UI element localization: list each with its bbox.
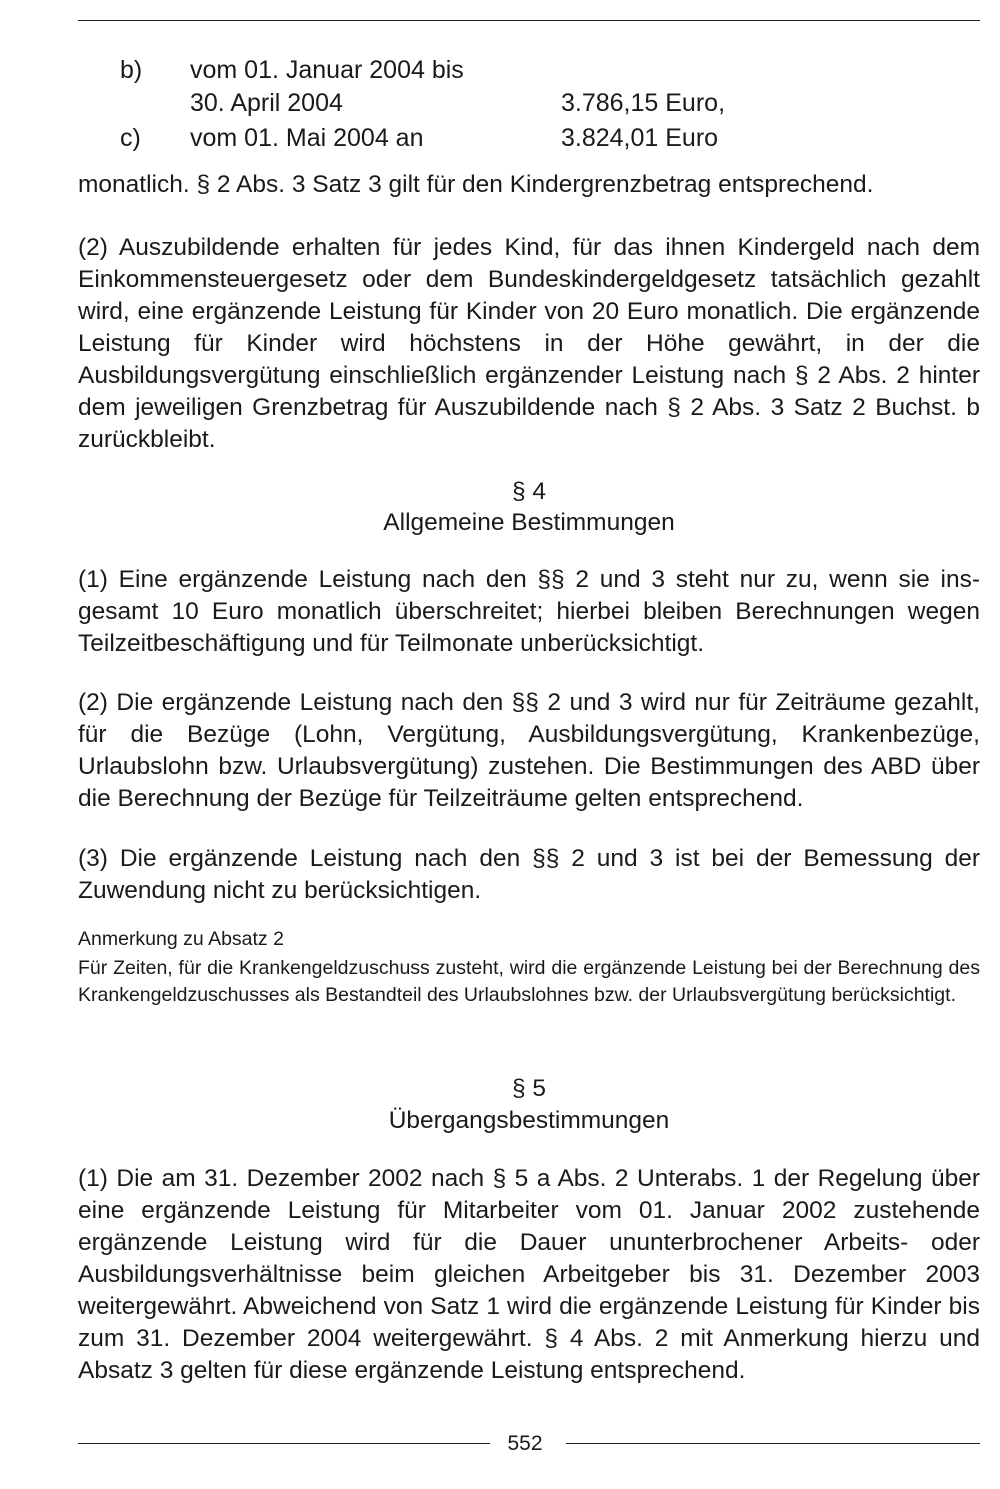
- section4-paragraph-1: (1) Eine ergänzende Leistung nach den §§ 2 und 3 steht nur zu, wenn sie insgesamt 10 Euro monatlich überschreitet; hierbei bleiben Berechnungen wegen Teilzeitbeschäftigung und für Teilmonate unberücksichtigt.: [78, 566, 980, 657]
- list-marker-c: c): [120, 124, 141, 152]
- list-item-c-amount: 3.824,01 Euro: [561, 124, 719, 152]
- list-item-b-line1: vom 01. Januar 2004 bis: [190, 56, 464, 84]
- top-rule: [78, 20, 980, 21]
- note-title: Anmerkung zu Absatz 2: [78, 928, 284, 950]
- list-item-b-line2: 30. April 2004: [190, 89, 343, 117]
- section4-number: § 4: [511, 478, 547, 505]
- section4-title: Allgemeine Bestimmungen: [383, 509, 675, 536]
- note-body: Für Zeiten, für die Krankengeldzuschuss zusteht, wird die ergänzende Leistung bei der Berechnung des Krankengeldzuschusses als Bestandteil des Urlaubslohnes bzw. der Urlaubsvergütung berücksichtigt.: [78, 957, 980, 1006]
- footer-rule-right: [566, 1443, 980, 1444]
- section5-number: § 5: [511, 1075, 547, 1102]
- paragraph-monatlich: monatlich. § 2 Abs. 3 Satz 3 gilt für den Kindergrenzbetrag entsprechend.: [78, 171, 874, 198]
- list-item-b-amount: 3.786,15 Euro,: [561, 89, 726, 117]
- section4-paragraph-2: (2) Die ergänzende Leistung nach den §§ 2 und 3 wird nur für Zeiträume gezahlt, für die Bezüge (Lohn, Vergütung, Ausbildungsvergütung, Krankenbezüge, Urlaubslohn bzw. Urlaubsvergütung) zustehen. Die Bestimmungen des ABD über die Berechnung der Bezüge für Teilzeiträume gelten entsprechend.: [78, 689, 980, 812]
- paragraph-section3-abs2: (2) Auszubildende erhalten für jedes Kind, für das ihnen Kindergeld nach dem Einkommensteuergesetz oder dem Bundeskindergeldgesetz tatsächlich gezahlt wird, eine ergänzende Leistung für Kinder von 20 Euro monatlich. Die ergänzende Leistung für Kinder wird höchstens in der Höhe gewährt, in der die Ausbildungsvergütung einschließlich ergänzender Leistung nach § 2 Abs. 2 hinter dem jeweiligen Grenzbetrag für Auszubildende nach § 2 Abs. 3 Satz 2 Buchst. b zurückbleibt.: [78, 234, 980, 453]
- page-number: 552: [507, 1432, 543, 1455]
- section5-paragraph-1: (1) Die am 31. Dezember 2002 nach § 5 a Abs. 2 Unterabs. 1 der Regelung über eine ergänzende Leistung für Mitarbeiter vom 01. Januar 2002 zustehende ergänzende Leistung wird für die Dauer ununterbrochener Arbeits- oder Ausbildungsverhältnisse beim gleichen Arbeitgeber bis 31. Dezember 2003 weitergewährt. Abweichend von Satz 1 wird die ergänzende Leistung für Kinder bis zum 31. Dezember 2004 weitergewährt. § 4 Abs. 2 mit Anmerkung hierzu und Absatz 3 gelten für diese ergänzende Leistung entsprechend.: [78, 1165, 980, 1384]
- footer-rule-left: [78, 1443, 490, 1444]
- list-marker-b: b): [120, 56, 143, 84]
- list-item-c-line1: vom 01. Mai 2004 an: [190, 124, 424, 152]
- section5-title: Übergangsbestimmungen: [388, 1107, 670, 1134]
- section4-paragraph-3: (3) Die ergänzende Leistung nach den §§ 2 und 3 ist bei der Bemessung der Zuwendung nicht zu berücksichtigen.: [78, 845, 980, 904]
